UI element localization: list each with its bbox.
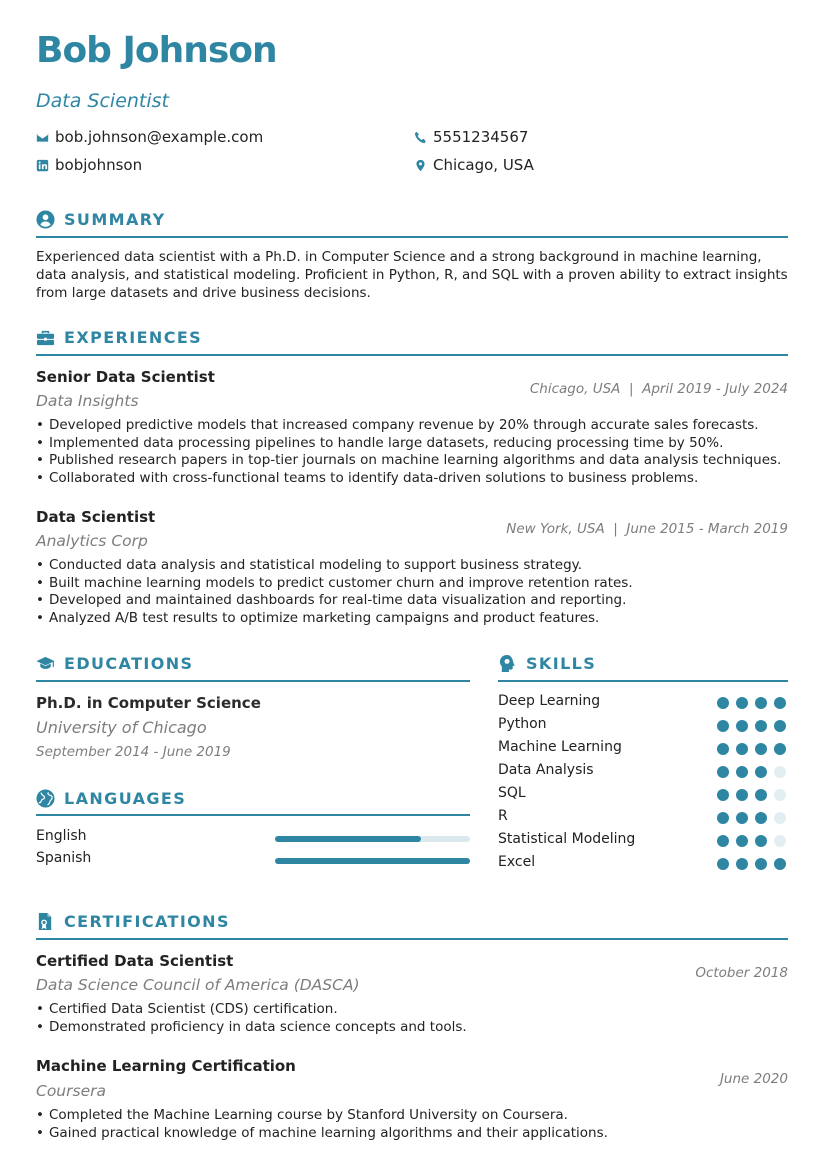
rating-dot-filled: [717, 720, 729, 732]
experiences-rule: [36, 354, 788, 356]
educations-rule: [36, 680, 470, 682]
certification-bullets: [36, 1001, 796, 1036]
job-bullets: [36, 557, 796, 627]
language-row: [36, 828, 470, 848]
certification-date: October 2018: [695, 965, 788, 981]
skill-row: [498, 693, 788, 713]
rating-dot-filled: [736, 835, 748, 847]
certifications-heading: CERTIFICATIONS: [36, 912, 230, 931]
skill-row: [498, 854, 788, 874]
head-brain-icon: [498, 654, 517, 673]
job-meta: Chicago, USA | April 2019 - July 2024: [529, 381, 788, 397]
skill-row: [498, 716, 788, 736]
candidate-name: Bob Johnson: [36, 30, 277, 71]
rating-dot-filled: [717, 743, 729, 755]
rating-dot-filled: [774, 858, 786, 870]
phone-icon: [414, 131, 427, 144]
certification-bullet: • Completed the Machine Learning course by Stanford University on Coursera.: [36, 1107, 796, 1125]
job-bullet: • Developed predictive models that increased company revenue by 20% through accurate sales forecasts.: [36, 417, 796, 435]
languages-heading: LANGUAGES: [36, 789, 186, 808]
skill-rating: [710, 766, 786, 778]
certification-issuer: Coursera: [36, 1082, 106, 1100]
language-level-fill: [275, 836, 421, 842]
briefcase-icon: [36, 328, 55, 347]
skill-row: [498, 739, 788, 759]
job-meta: New York, USA | June 2015 - March 2019: [506, 521, 788, 537]
rating-dot-filled: [774, 720, 786, 732]
rating-dot-filled: [717, 858, 729, 870]
language-row: [36, 850, 470, 870]
skill-name: Excel: [498, 854, 536, 870]
certification-bullet: • Certified Data Scientist (CDS) certification.: [36, 1001, 796, 1019]
skill-name: Deep Learning: [498, 693, 601, 709]
rating-dot-filled: [736, 766, 748, 778]
language-level-bar: [275, 836, 470, 842]
job-bullets: [36, 417, 796, 487]
skill-name: Data Analysis: [498, 762, 594, 778]
skills-heading: SKILLS: [498, 654, 596, 673]
job-bullet: • Collaborated with cross-functional teams to identify data-driven solutions to business problems.: [36, 470, 796, 488]
location-text: Chicago, USA: [433, 156, 534, 174]
certification-name: Certified Data Scientist: [36, 952, 234, 970]
language-level-bar: [275, 858, 470, 864]
rating-dot-filled: [717, 812, 729, 824]
education-degree: Ph.D. in Computer Science: [36, 694, 261, 712]
skill-name: Statistical Modeling: [498, 831, 636, 847]
rating-dot-filled: [736, 743, 748, 755]
rating-dot-filled: [717, 697, 729, 709]
rating-dot-filled: [774, 743, 786, 755]
language-level-fill: [275, 858, 470, 864]
certifications-rule: [36, 938, 788, 940]
linkedin-text: bobjohnson: [55, 156, 143, 174]
skill-rating: [710, 789, 786, 801]
email-text: bob.johnson@example.com: [55, 128, 264, 146]
certification-bullet: • Gained practical knowledge of machine learning algorithms and their applications.: [36, 1125, 796, 1143]
certification-bullets: [36, 1107, 796, 1142]
contact-email[interactable]: [36, 128, 263, 146]
summary-text: Experienced data scientist with a Ph.D. in Computer Science and a strong background in machine learning, data analysis, and statistical modeling. Proficient in Python, R, and SQL with a proven ability to extract insights from large datasets and drive business decisions.: [36, 249, 788, 301]
contact-phone[interactable]: [414, 128, 528, 146]
phone-text: 5551234567: [433, 128, 529, 146]
rating-dot-filled: [755, 835, 767, 847]
linkedin-icon: [36, 159, 49, 172]
job-title: Data Scientist: [36, 508, 156, 526]
skill-rating: [710, 835, 786, 847]
skill-rating: [710, 720, 786, 732]
skill-rating: [710, 743, 786, 755]
educations-heading: EDUCATIONS: [36, 654, 193, 673]
job-bullet: • Analyzed A/B test results to optimize marketing campaigns and product features.: [36, 610, 796, 628]
rating-dot-filled: [717, 789, 729, 801]
contact-linkedin[interactable]: [36, 156, 142, 174]
skill-row: [498, 808, 788, 828]
globe-icon: [36, 789, 55, 808]
rating-dot-filled: [717, 835, 729, 847]
skill-name: Python: [498, 716, 547, 732]
education-school: University of Chicago: [36, 718, 207, 737]
rating-dot-filled: [736, 789, 748, 801]
job-title: Senior Data Scientist: [36, 368, 215, 386]
skill-row: [498, 831, 788, 851]
skill-rating: [710, 858, 786, 870]
language-name: English: [36, 828, 87, 844]
rating-dot-filled: [736, 812, 748, 824]
job-company: Analytics Corp: [36, 532, 148, 550]
user-circle-icon: [36, 210, 55, 229]
rating-dot-filled: [755, 766, 767, 778]
job-company: Data Insights: [36, 392, 139, 410]
rating-dot-empty: [774, 835, 786, 847]
summary-heading: SUMMARY: [36, 210, 166, 229]
summary-rule: [36, 236, 788, 238]
skills-rule: [498, 680, 788, 682]
map-pin-icon: [414, 159, 427, 172]
job-bullet: • Developed and maintained dashboards for real-time data visualization and reporting.: [36, 592, 796, 610]
contact-location: [414, 156, 534, 174]
rating-dot-filled: [755, 697, 767, 709]
skill-name: R: [498, 808, 508, 824]
certification-name: Machine Learning Certification: [36, 1057, 296, 1075]
certificate-icon: [36, 912, 55, 931]
rating-dot-filled: [736, 697, 748, 709]
rating-dot-filled: [755, 743, 767, 755]
job-bullet: • Built machine learning models to predict customer churn and improve retention rates.: [36, 575, 796, 593]
skill-row: [498, 785, 788, 805]
rating-dot-filled: [736, 858, 748, 870]
graduation-cap-icon: [36, 654, 55, 673]
certification-date: June 2020: [719, 1071, 788, 1087]
rating-dot-filled: [774, 697, 786, 709]
skill-name: SQL: [498, 785, 526, 801]
job-bullet: • Conducted data analysis and statistical modeling to support business strategy.: [36, 557, 796, 575]
rating-dot-filled: [755, 720, 767, 732]
envelope-icon: [36, 131, 49, 144]
job-bullet: • Published research papers in top-tier journals on machine learning algorithms and data analysis techniques.: [36, 452, 796, 470]
skill-rating: [710, 697, 786, 709]
skill-name: Machine Learning: [498, 739, 622, 755]
candidate-title: Data Scientist: [36, 90, 169, 112]
rating-dot-empty: [774, 766, 786, 778]
certification-issuer: Data Science Council of America (DASCA): [36, 976, 360, 994]
skill-rating: [710, 812, 786, 824]
rating-dot-filled: [755, 789, 767, 801]
skill-row: [498, 762, 788, 782]
rating-dot-empty: [774, 789, 786, 801]
certification-bullet: • Demonstrated proficiency in data science concepts and tools.: [36, 1019, 796, 1037]
language-name: Spanish: [36, 850, 92, 866]
job-bullet: • Implemented data processing pipelines to handle large datasets, reducing processing time by 50%.: [36, 435, 796, 453]
rating-dot-filled: [717, 766, 729, 778]
education-dates: September 2014 - June 2019: [36, 744, 231, 760]
experiences-heading: EXPERIENCES: [36, 328, 202, 347]
rating-dot-filled: [755, 812, 767, 824]
rating-dot-filled: [736, 720, 748, 732]
rating-dot-filled: [755, 858, 767, 870]
rating-dot-empty: [774, 812, 786, 824]
languages-rule: [36, 814, 470, 816]
